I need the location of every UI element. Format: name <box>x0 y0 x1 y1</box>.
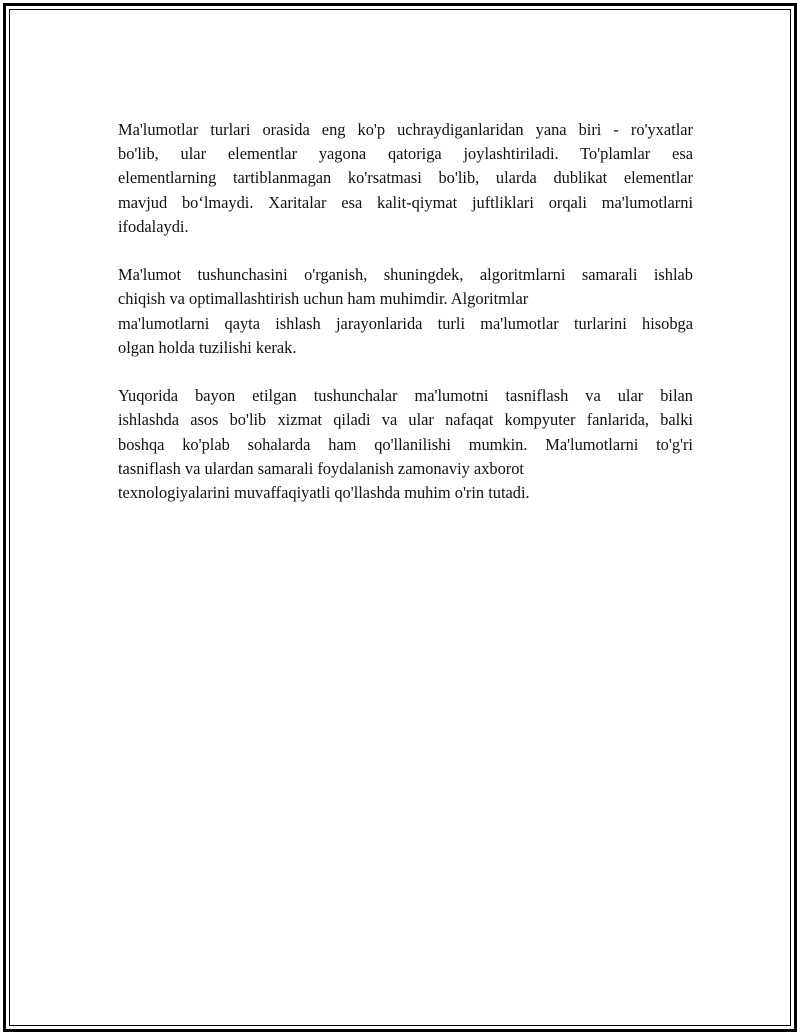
paragraph-line: mavjud bo‘lmaydi. Xaritalar esa kalit-qiymat juftliklari orqali ma'lumotlarni <box>118 192 693 212</box>
paragraph-line: boshqa ko'plab sohalarda ham qo'llanilishi mumkin. Ma'lumotlarni to'g'ri <box>118 434 693 454</box>
paragraph-line: bo'lib, ular elementlar yagona qatoriga joylashtiriladi. To'plamlar esa <box>118 144 693 164</box>
paragraph-1 <box>118 118 693 239</box>
paragraph-2 <box>118 263 693 360</box>
paragraph-line: ishlashda asos bo'lib xizmat qiladi va ular nafaqat kompyuter fanlarida, balki <box>118 410 693 430</box>
document-body <box>118 118 693 529</box>
paragraph-line: chiqish va optimallashtirish uchun ham muhimdir. Algoritmlar <box>118 289 529 309</box>
paragraph-line: texnologiyalarini muvaffaqiyatli qo'llashda muhim o'rin tutadi. <box>118 483 530 503</box>
paragraph-line: ifodalaydi. <box>118 216 189 236</box>
paragraph-3 <box>118 384 693 505</box>
paragraph-line: elementlarning tartiblanmagan ko'rsatmasi bo'lib, ularda dublikat elementlar <box>118 168 693 188</box>
paragraph-line: olgan holda tuzilishi kerak. <box>118 337 297 357</box>
paragraph-line: ma'lumotlarni qayta ishlash jarayonlarida turli ma'lumotlar turlarini hisobga <box>118 313 693 333</box>
paragraph-line: Yuqorida bayon etilgan tushunchalar ma'lumotni tasniflash va ular bilan <box>118 386 693 406</box>
paragraph-line: Ma'lumotlar turlari orasida eng ko'p uchraydiganlaridan yana biri - ro'yxatlar <box>118 120 693 139</box>
paragraph-line: Ma'lumot tushunchasini o'rganish, shuningdek, algoritmlarni samarali ishlab <box>118 265 693 285</box>
paragraph-line: tasniflash va ulardan samarali foydalanish zamonaviy axborot <box>118 458 524 478</box>
